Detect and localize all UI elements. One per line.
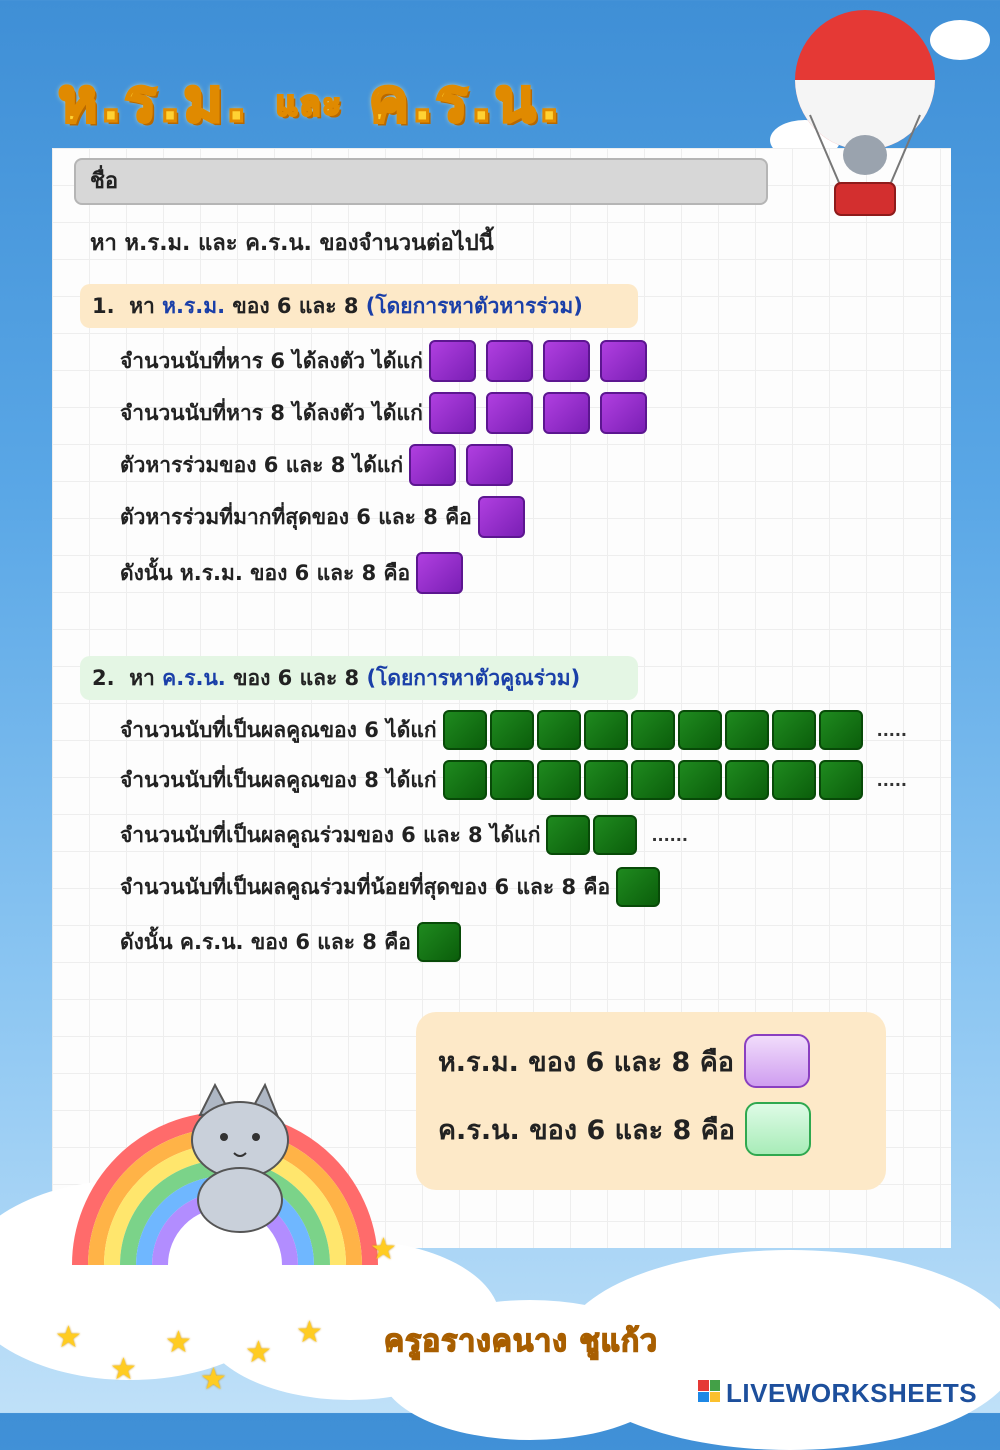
answer-box[interactable] bbox=[631, 760, 675, 800]
answer-box[interactable] bbox=[593, 815, 637, 855]
q1-row-1 bbox=[120, 340, 647, 382]
hot-air-balloon-illustration bbox=[790, 5, 940, 225]
answer-box[interactable] bbox=[584, 710, 628, 750]
q1-row-5-label: ดังนั้น ห.ร.ม. ของ 6 และ 8 คือ bbox=[120, 560, 411, 585]
answer-box[interactable] bbox=[490, 760, 534, 800]
liveworksheets-logo-icon bbox=[698, 1380, 720, 1402]
q2-row-3 bbox=[120, 815, 688, 855]
answer-box[interactable] bbox=[478, 496, 525, 538]
gcd-answer-box[interactable] bbox=[744, 1034, 810, 1088]
star-icon: ★ bbox=[110, 1352, 137, 1387]
answer-box[interactable] bbox=[429, 340, 476, 382]
continuation-dots: ..... bbox=[876, 770, 907, 790]
question-1-heading: 1. หา ห.ร.ม. ของ 6 และ 8 (โดยการหาตัวหารร่วม) bbox=[80, 284, 638, 328]
question-2-term: ค.ร.น. bbox=[162, 666, 226, 690]
q1-row-3-label: ตัวหารร่วมของ 6 และ 8 ได้แก่ bbox=[120, 452, 404, 477]
q2-row-1-label: จำนวนนับที่เป็นผลคูณของ 6 ได้แก่ bbox=[120, 717, 437, 742]
q2-row-1 bbox=[120, 710, 907, 750]
answer-box[interactable] bbox=[772, 760, 816, 800]
answer-box[interactable] bbox=[631, 710, 675, 750]
answer-box[interactable] bbox=[819, 760, 863, 800]
title-and: และ bbox=[275, 84, 343, 125]
cat-illustration bbox=[160, 1075, 320, 1235]
q2-row-4-label: จำนวนนับที่เป็นผลคูณร่วมที่น้อยที่สุดของ 6 และ 8 คือ bbox=[120, 874, 611, 899]
summary-lcm-row bbox=[438, 1102, 811, 1156]
answer-box[interactable] bbox=[537, 760, 581, 800]
answer-box[interactable] bbox=[725, 710, 769, 750]
q1-row-4 bbox=[120, 496, 525, 538]
answer-box[interactable] bbox=[584, 760, 628, 800]
star-icon: ★ bbox=[370, 1232, 397, 1267]
name-input[interactable] bbox=[74, 158, 768, 205]
summary-panel bbox=[416, 1012, 886, 1190]
q2-row-5-label: ดังนั้น ค.ร.น. ของ 6 และ 8 คือ bbox=[120, 929, 411, 954]
answer-box[interactable] bbox=[819, 710, 863, 750]
answer-box[interactable] bbox=[616, 867, 660, 907]
lcm-answer-box[interactable] bbox=[745, 1102, 811, 1156]
star-icon: ★ bbox=[200, 1362, 227, 1397]
q1-row-3 bbox=[120, 444, 513, 486]
star-icon: ★ bbox=[245, 1335, 272, 1370]
q2-row-3-label: จำนวนนับที่เป็นผลคูณร่วมของ 6 และ 8 ได้แก่ bbox=[120, 822, 541, 847]
title-lcm: ค.ร.น. bbox=[368, 66, 563, 136]
q1-row-5 bbox=[120, 552, 463, 594]
answer-box[interactable] bbox=[416, 552, 463, 594]
answer-box[interactable] bbox=[772, 710, 816, 750]
answer-box[interactable] bbox=[546, 815, 590, 855]
answer-box[interactable] bbox=[443, 710, 487, 750]
q1-row-2-label: จำนวนนับที่หาร 8 ได้ลงตัว ได้แก่ bbox=[120, 400, 423, 425]
answer-box[interactable] bbox=[537, 710, 581, 750]
q2-row-4 bbox=[120, 867, 660, 907]
q1-row-1-label: จำนวนนับที่หาร 6 ได้ลงตัว ได้แก่ bbox=[120, 348, 423, 373]
brand-name[interactable]: LIVEWORKSHEETS bbox=[726, 1378, 978, 1408]
q1-row-4-label: ตัวหารร่วมที่มากที่สุดของ 6 และ 8 คือ bbox=[120, 504, 472, 529]
star-icon: ★ bbox=[296, 1315, 323, 1350]
answer-box[interactable] bbox=[678, 710, 722, 750]
question-2-heading: 2. หา ค.ร.น. ของ 6 และ 8 (โดยการหาตัวคูณร่วม) bbox=[80, 656, 638, 700]
question-2-method: (โดยการหาตัวคูณร่วม) bbox=[366, 666, 581, 690]
answer-box[interactable] bbox=[486, 392, 533, 434]
answer-box[interactable] bbox=[490, 710, 534, 750]
answer-box[interactable] bbox=[543, 340, 590, 382]
instruction-text: หา ห.ร.ม. และ ค.ร.น. ของจำนวนต่อไปนี้ bbox=[90, 231, 494, 256]
answer-box[interactable] bbox=[543, 392, 590, 434]
q2-row-5 bbox=[120, 922, 461, 962]
answer-box[interactable] bbox=[429, 392, 476, 434]
continuation-dots: ..... bbox=[876, 720, 907, 740]
star-icon: ★ bbox=[55, 1320, 82, 1355]
q1-row-2 bbox=[120, 392, 647, 434]
star-icon: ★ bbox=[165, 1325, 192, 1360]
name-label: ชื่อ bbox=[90, 169, 119, 194]
answer-box[interactable] bbox=[600, 340, 647, 382]
summary-gcd-row bbox=[438, 1034, 810, 1088]
question-1-term: ห.ร.ม. bbox=[162, 294, 226, 318]
answer-box[interactable] bbox=[678, 760, 722, 800]
summary-gcd-label: ห.ร.ม. ของ 6 และ 8 คือ bbox=[438, 1046, 735, 1078]
answer-box[interactable] bbox=[466, 444, 513, 486]
question-1-method: (โดยการหาตัวหารร่วม) bbox=[365, 294, 583, 318]
page-title bbox=[58, 66, 563, 136]
title-gcd: ห.ร.ม. bbox=[58, 66, 250, 136]
answer-box[interactable] bbox=[443, 760, 487, 800]
answer-box[interactable] bbox=[417, 922, 461, 962]
answer-box[interactable] bbox=[409, 444, 456, 486]
q2-row-2 bbox=[120, 760, 907, 800]
summary-lcm-label: ค.ร.น. ของ 6 และ 8 คือ bbox=[438, 1114, 735, 1146]
answer-box[interactable] bbox=[725, 760, 769, 800]
author-credit: ครูอรางคนาง ชูแก้ว bbox=[384, 1324, 659, 1359]
answer-box[interactable] bbox=[486, 340, 533, 382]
continuation-dots: ...... bbox=[651, 825, 688, 845]
answer-box[interactable] bbox=[600, 392, 647, 434]
q2-row-2-label: จำนวนนับที่เป็นผลคูณของ 8 ได้แก่ bbox=[120, 767, 437, 792]
